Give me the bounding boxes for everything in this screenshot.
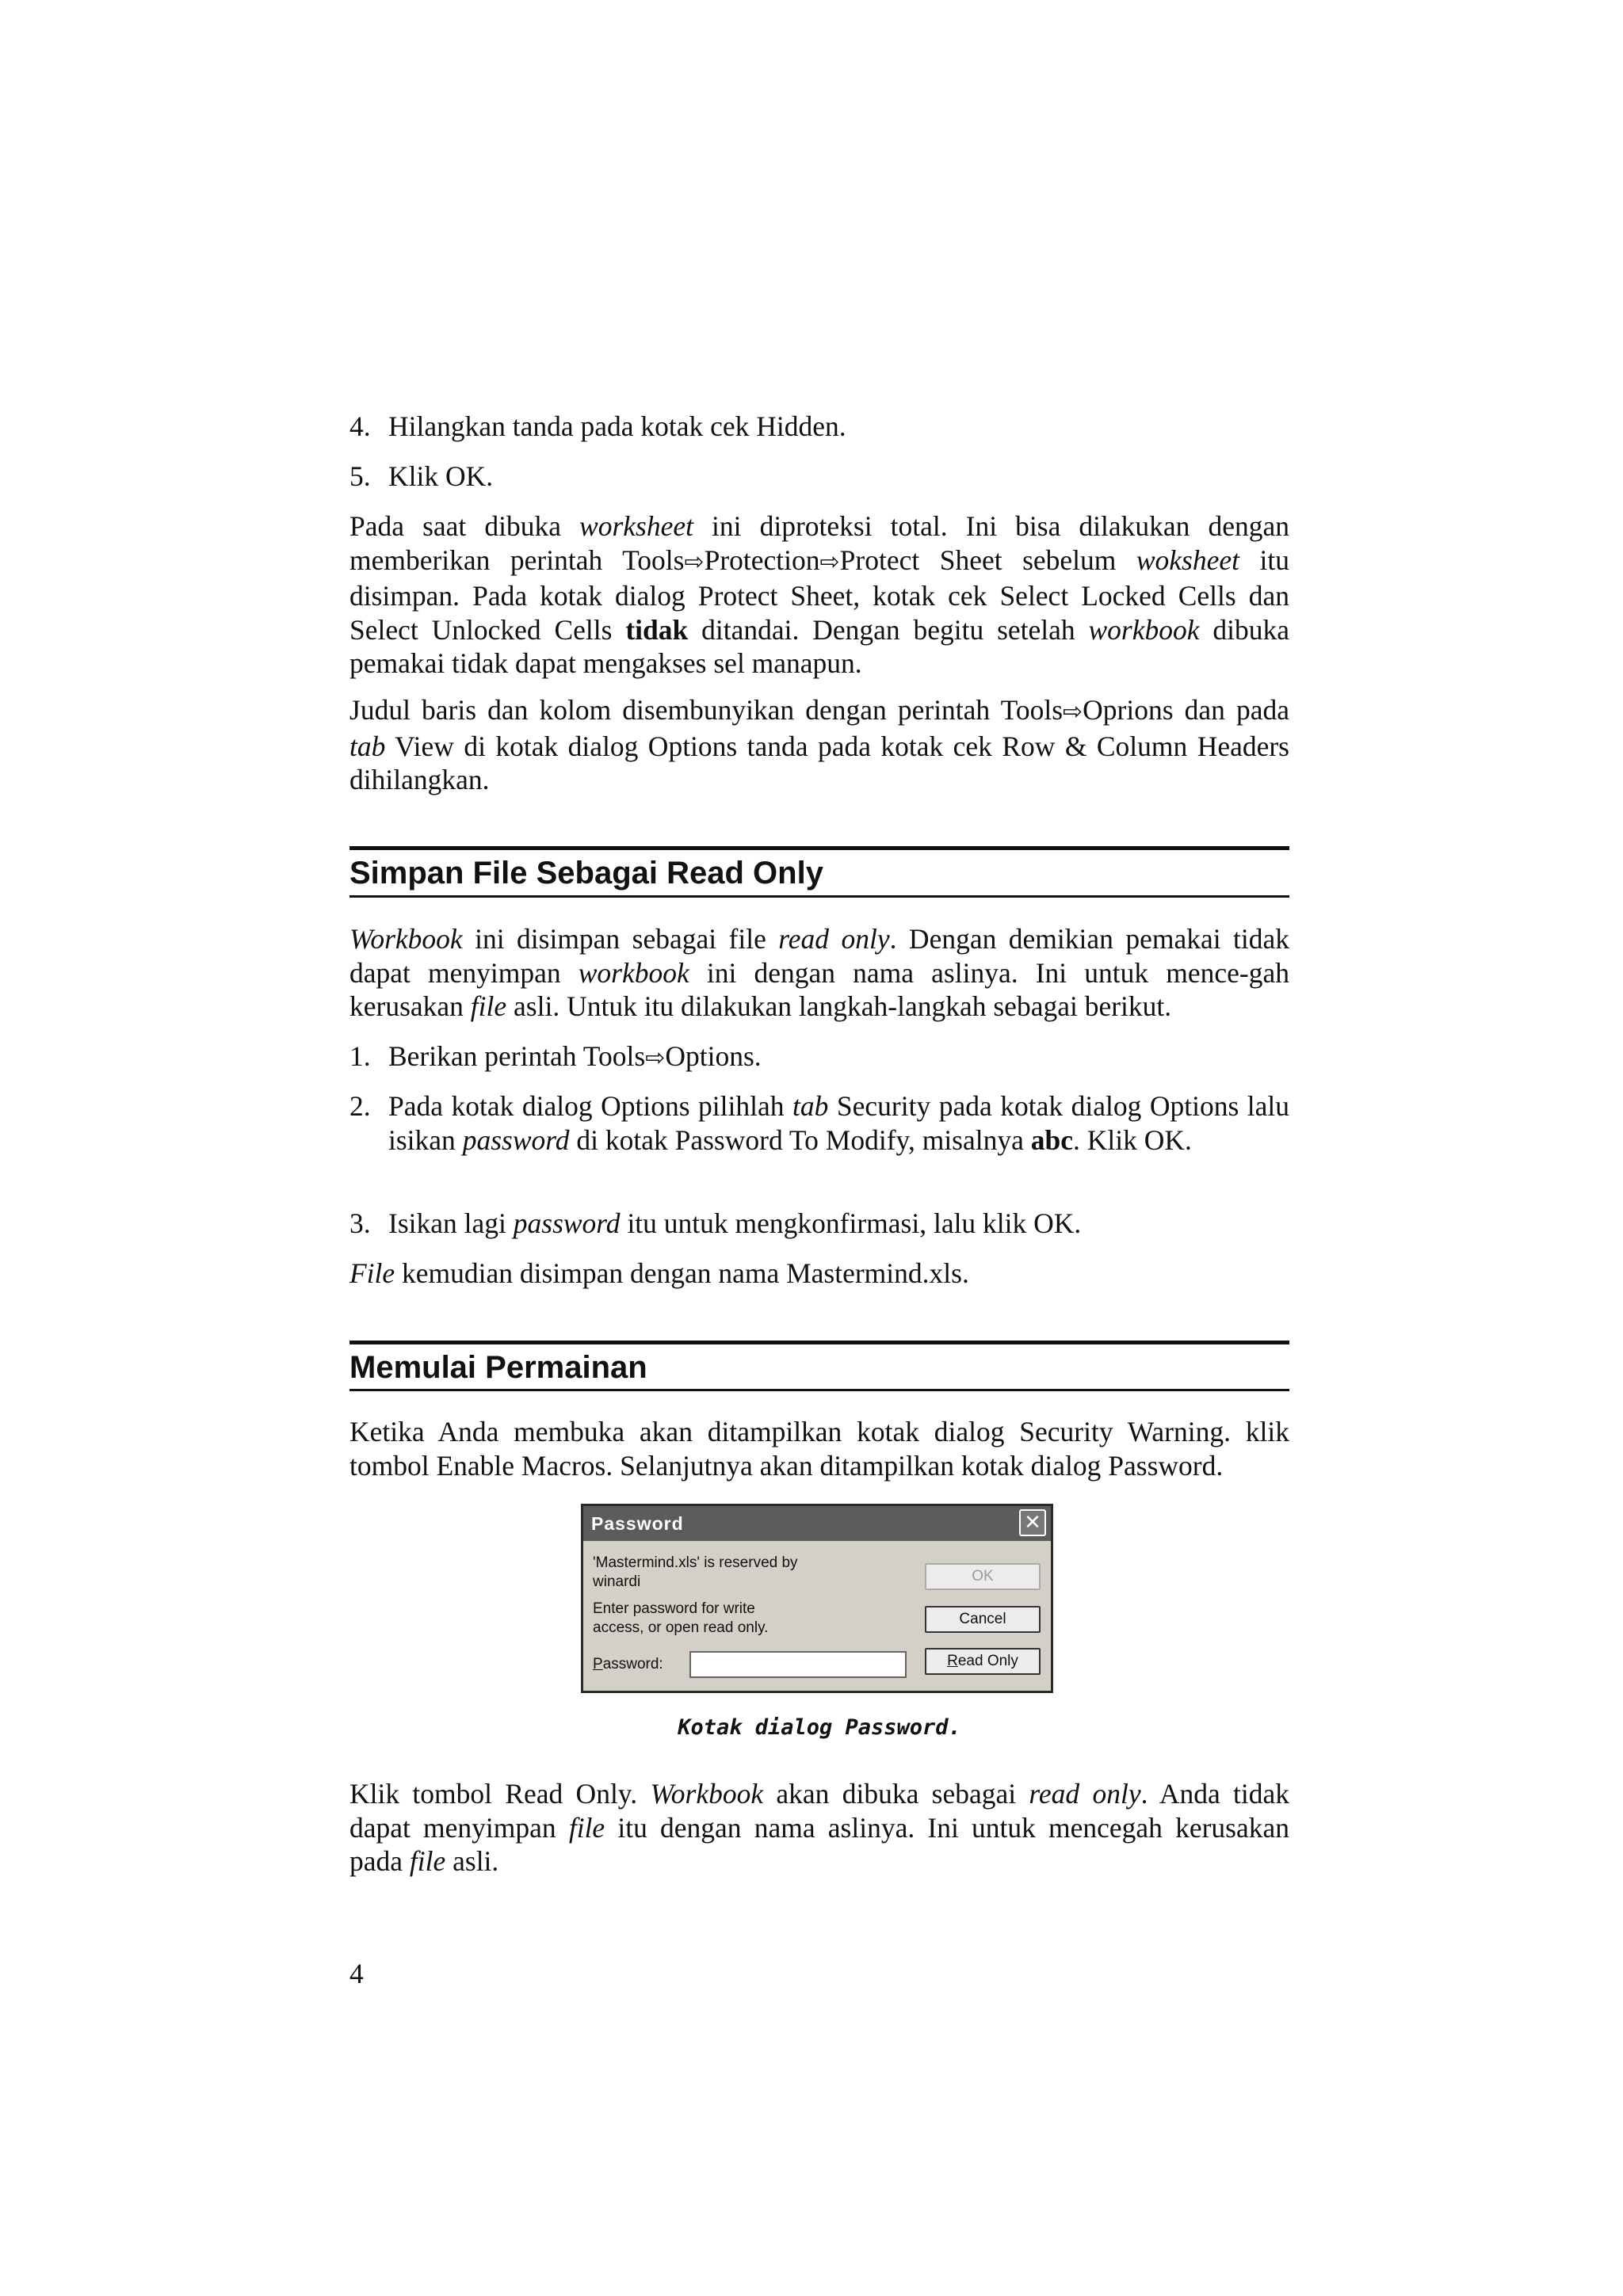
figure-caption: Kotak dialog Password. — [678, 1715, 961, 1740]
arrow-icon: ⇨ — [819, 547, 840, 576]
paragraph-headers: Judul baris dan kolom disembunyikan dengan perintah Tools⇨Oprions dan pada tab View di kotak dialog Options tanda pada kotak cek Row & Column Headers dihilangkan. — [349, 694, 1289, 795]
paragraph-readonly: Workbook ini disimpan sebagai file read only. Dengan demikian pemakai tidak dapat menyimpan workbook ini dengan nama aslinya. Ini untuk mence-gah kerusakan file asli. Untuk itu dilakukan langkah-langkah sebagai berikut. — [349, 923, 1290, 1022]
read-only-button[interactable]: Read Only — [925, 1648, 1041, 1675]
password-input[interactable] — [689, 1651, 907, 1678]
ok-button[interactable]: OK — [925, 1563, 1041, 1590]
list-item: 5. Klik OK. — [349, 460, 494, 492]
section-heading: Memulai Permainan — [349, 1350, 647, 1385]
list-item: 1. Berikan perintah Tools⇨Options. — [349, 1040, 762, 1072]
list-item: 3. Isikan lagi password itu untuk mengkonfirmasi, lalu klik OK. — [349, 1207, 1082, 1239]
paragraph-protection: Pada saat dibuka worksheet ini diproteksi total. Ini bisa dilakukan dengan memberikan perintah Tools⇨Protection⇨Protect Sheet sebelum woksheet itu disimpan. Pada kotak dialog Protect Sheet, kotak cek Select Locked Cells dan Select Unlocked Cells tidak ditandai. Dengan begitu setelah workbook dibuka pemakai tidak dapat mengakses sel manapun. — [349, 510, 1289, 679]
arrow-icon: ⇨ — [645, 1044, 666, 1072]
reserved-user-text: winardi — [593, 1573, 641, 1590]
arrow-icon: ⇨ — [684, 547, 705, 576]
section-heading: Simpan File Sebagai Read Only — [349, 856, 823, 891]
arrow-icon: ⇨ — [1063, 698, 1083, 726]
paragraph-read-only-result: Klik tombol Read Only. Workbook akan dibuka sebagai read only. Anda tidak dapat menyimpan file itu dengan nama aslinya. Ini untuk mencegah kerusakan pada file asli. — [349, 1778, 1290, 1877]
password-dialog — [581, 1504, 1053, 1693]
close-icon[interactable]: ✕ — [1019, 1509, 1046, 1536]
list-item: 2. Pada kotak dialog Options pilihlah tab Security pada kotak dialog Options lalu isikan password di kotak Password To Modify, misalnya abc. Klik OK. — [349, 1090, 1289, 1156]
password-label: Password: — [593, 1656, 663, 1672]
dialog-title: Password — [583, 1506, 1051, 1541]
instruction-text-2: access, or open read only. — [593, 1619, 769, 1636]
heading-rule-bottom — [349, 1389, 1289, 1391]
cancel-button[interactable]: Cancel — [925, 1606, 1041, 1633]
page-number: 4 — [349, 1958, 364, 1989]
paragraph-save-name: File kemudian disimpan dengan nama Mastermind.xls. — [349, 1257, 969, 1289]
reserved-by-text: 'Mastermind.xls' is reserved by — [593, 1554, 798, 1571]
instruction-text: Enter password for write — [593, 1600, 755, 1617]
heading-rule-top — [349, 1341, 1289, 1344]
paragraph-start-game: Ketika Anda membuka akan ditampilkan kotak dialog Security Warning. klik tombol Enable Macros. Selanjutnya akan ditampilkan kotak dialog Password. — [349, 1416, 1289, 1482]
heading-rule-bottom — [349, 895, 1289, 898]
list-item: 4. Hilangkan tanda pada kotak cek Hidden. — [349, 410, 846, 442]
heading-rule-top — [349, 846, 1289, 850]
